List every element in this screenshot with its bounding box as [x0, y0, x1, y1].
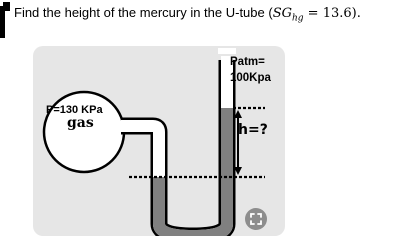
u-tube-figure	[33, 46, 285, 236]
specific-gravity-symbol	[272, 6, 304, 24]
gas-label: gas	[67, 115, 94, 131]
atmospheric-pressure-value: 100Kpa	[230, 72, 271, 84]
question-text	[14, 3, 404, 29]
mercury-column	[159, 108, 227, 236]
sg-subscript: hg	[291, 13, 304, 24]
atmospheric-pressure-label: Patm=	[230, 56, 265, 68]
u-tube-outline	[121, 60, 227, 236]
question-prefix: Find the height of the mercury in the U-tube (	[14, 5, 273, 20]
left-margin-bar-top	[3, 2, 10, 11]
u-tube-interior	[121, 56, 227, 236]
question-suffix: = 13.6).	[303, 6, 361, 21]
gas-pressure-label: P=130 KPa	[46, 104, 103, 116]
tube-open-end	[218, 48, 236, 54]
height-label: h=?	[238, 122, 268, 138]
expand-icon	[245, 208, 267, 230]
sg-letters: SG	[272, 6, 292, 21]
expand-image-button[interactable]	[245, 208, 267, 230]
